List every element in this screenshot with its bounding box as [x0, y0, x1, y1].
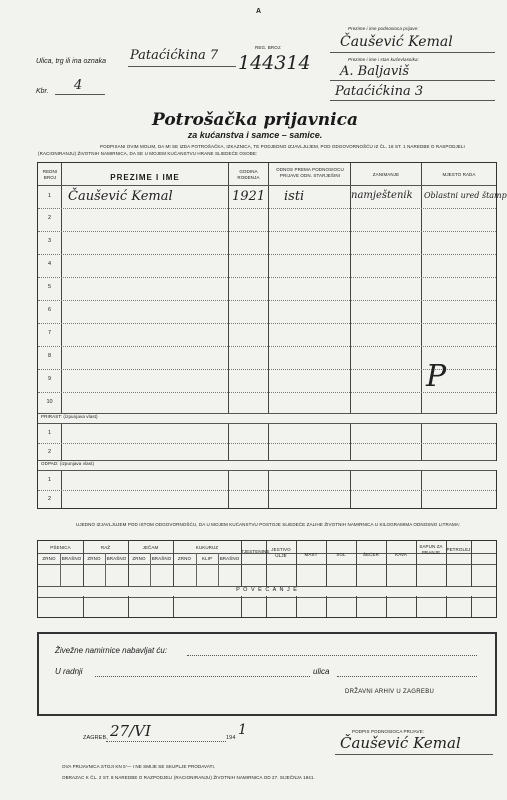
page-subtitle: za kućanstva i samce – samice.	[187, 130, 323, 140]
intro-text: PODPISANI OVIM MOLIM, DA MI SE IZDA POTROŠAČKA, IZKAZNICA, TE PODJEDNO IZJAVLJUJEM, POD ODGOVORNOŠĆU IZ ČL. 18 ST. 1 NAREDBE O RASPODJELI (RACIONIRANJU) ŽIVOTNIH NAMIRNICA, DA SE U MOJEM KUĆANSTVU HRANE SLIEDEĆE OSOBE:	[38, 144, 465, 156]
col-header-year: GODINA ROĐENJA	[237, 169, 260, 180]
row-number: 7	[47, 330, 52, 336]
header	[0, 0, 502, 100]
street-value: Pataćićkina 7	[130, 48, 219, 63]
shop-line1: Živežne namirnice nabavljat ću:	[55, 646, 168, 655]
form-letter: A	[256, 8, 262, 15]
row-number: 1	[47, 477, 52, 483]
applicant-label: Prezime i ime podnosioca prijave:	[348, 26, 419, 31]
owner-address: Pataćićkina 3	[335, 84, 424, 99]
supply-group-label: JEČAM	[142, 545, 159, 550]
prirast-label: PRIRAST: (izpunjava vlast)	[38, 414, 499, 423]
row-number: 3	[47, 238, 52, 244]
row-number: 2	[47, 215, 52, 221]
col-header-name: PREZIME I IME	[110, 173, 180, 182]
signature-line	[335, 754, 493, 755]
shop-box	[37, 632, 497, 716]
row-number: 2	[47, 496, 52, 502]
applicant-value: Čaušević Kemal	[340, 34, 453, 50]
footer-place: ZAGREB,	[83, 735, 108, 741]
row-number: 4	[47, 261, 52, 267]
signature-value: Čaušević Kemal	[340, 734, 461, 752]
supply-other-label: ŠEĆER	[362, 552, 379, 557]
reg-number: 144314	[238, 52, 311, 74]
owner-label: Prezime i ime i stan kućevlasnika:	[348, 57, 419, 62]
supply-sub-label: ZRNO	[177, 556, 192, 561]
supply-group-label: RAŽ	[100, 545, 111, 550]
row-number: 10	[46, 399, 53, 405]
applicant-line	[330, 52, 495, 53]
shop-radnji-label: U radnji	[55, 667, 83, 676]
supply-other-label: MAST	[304, 552, 318, 557]
shop-line1-rule	[187, 655, 477, 656]
footer-date-line	[106, 741, 226, 742]
page-title: Potrošačka prijavnica	[152, 110, 358, 130]
members-table	[37, 162, 507, 509]
row-number: 9	[47, 376, 52, 382]
reg-label: REG. BROJ:	[255, 45, 282, 50]
shop-ulica-label: ulica	[313, 667, 330, 676]
col-header-workplace: MJESTO RADA	[442, 172, 476, 177]
supply-sub-label: BRAŠNO	[61, 556, 82, 561]
odpad-label: ODPAD: (izpunjava vlast)	[38, 461, 499, 470]
owner-line	[330, 80, 495, 81]
supply-other-label: PETROLEJ	[446, 547, 471, 552]
supply-other-label: TJESTENINE	[241, 549, 270, 554]
footer-year-prefix: 194	[226, 735, 236, 741]
supplies-table	[37, 540, 497, 618]
street-line	[128, 66, 236, 67]
row-number: 1	[47, 430, 52, 436]
supply-sub-label: ZRNO	[87, 556, 101, 561]
signature-label: PODPIS PODNOSIOCA PRIJAVE:	[352, 729, 425, 734]
supply-other-label: SOL	[336, 552, 346, 557]
supply-sub-label: BRAŠNO	[219, 556, 240, 561]
povecanje-label: P O V E Ć A N J E	[38, 587, 496, 596]
apt-label: Kbr.	[36, 88, 49, 95]
street-label: Ulica, trg ili ina oznaka	[36, 58, 107, 65]
row-number: 2	[47, 449, 52, 455]
footer-note2: OBRAZAC K ČL. 2 ST. 8 NAREDBE O RAZPODJELI (RACIONIRANJU) ŽIVOTNIH NAMIRNICA OD 27. SIJEČNJA 1941.	[62, 775, 315, 780]
supply-other-label: SAPUN ZA PRANJE	[419, 544, 443, 555]
apt-value: 4	[74, 78, 83, 93]
footer-date: 27/VI	[110, 722, 151, 740]
supply-group-label: KUKURUZ	[195, 545, 219, 550]
handwritten-mark: P	[426, 359, 447, 394]
supply-sub-label: KLIP	[201, 556, 213, 561]
supply-sub-label: BRAŠNO	[106, 556, 127, 561]
owner-address-line	[330, 100, 495, 101]
supply-sub-label: ZRNO	[42, 556, 56, 561]
shop-radnji-rule	[95, 676, 310, 677]
col-header-no: REDNI BROJ	[42, 169, 58, 180]
member-birth-year: 1921	[232, 189, 266, 204]
member-relation: isti	[284, 189, 305, 204]
col-header-relation: ODNOS PREMA PODNOSIOCU PRIJAVE ODN. STARJEŠINI	[276, 167, 344, 178]
owner-value: A. Baljaviš	[340, 64, 410, 79]
supply-other-label: JESTIVO ULJE	[271, 547, 291, 558]
footer-note1: OVA PRIJAVNICA STOJI KN 5'— I NE SMIJE SE SKUPLJE PRODAVATI.	[62, 764, 216, 769]
supply-sub-label: ZRNO	[132, 556, 146, 561]
supplies-intro: UJEDNO IZJAVLJUJEM POD ISTOM ODGOVORNOŠĆU, DA U MOJEM KUĆANSTVU POSTOJE SLIEDEĆE ZALIHE ŽIVOTNIH NAMIRNICA U KILOGRAMIMA ODNOSNO LITRAMA:	[76, 522, 461, 527]
col-header-occupation: ZANIMANJE	[372, 172, 400, 177]
row-number: 8	[47, 353, 52, 359]
footer-year-suffix: 1	[238, 722, 247, 738]
supply-sub-label: BRAŠNO	[151, 556, 172, 561]
member-occupation: namještenik	[351, 190, 413, 201]
shop-ulica-rule	[337, 676, 477, 677]
member-name: Čaušević Kemal	[68, 189, 173, 204]
supply-other-label: KAVA	[395, 552, 407, 557]
row-number: 1	[47, 193, 52, 199]
archive-stamp: DRŽAVNI ARHIV U ZAGREBU	[345, 689, 435, 695]
apt-line	[55, 94, 105, 95]
supply-group-label: PŠENICA	[50, 545, 71, 550]
row-number: 5	[47, 284, 52, 290]
member-workplace: Oblastni ured štamp	[424, 191, 507, 200]
row-number: 6	[47, 307, 52, 313]
